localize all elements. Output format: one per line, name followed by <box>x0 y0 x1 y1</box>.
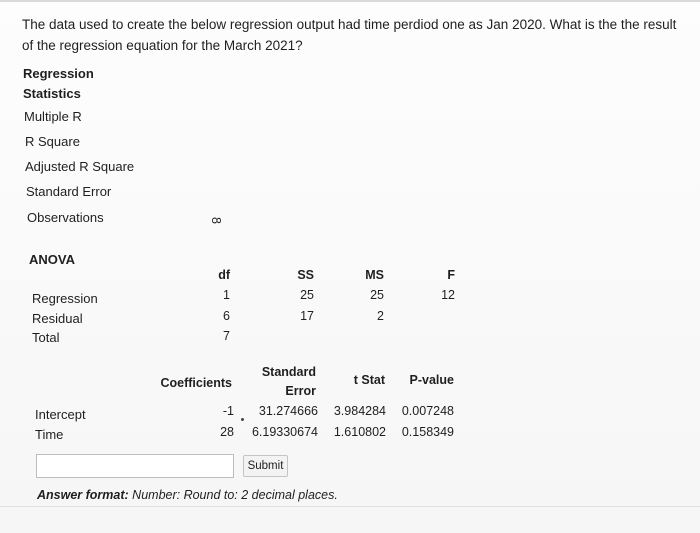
answer-format <box>37 488 338 502</box>
coef-cell-standard-error: 6.19330674 <box>251 425 318 439</box>
submit-button[interactable]: Submit <box>243 455 288 477</box>
bottom-divider <box>0 506 700 507</box>
coef-cell-pvalue: 0.007248 <box>401 404 454 418</box>
coef-row-label: Time <box>35 427 64 442</box>
coef-cell-pvalue: 0.158349 <box>401 425 454 439</box>
answer-format-label: Answer format: <box>37 488 129 502</box>
coef-header-error: Error <box>285 384 316 398</box>
coef-cell-standard-error: 31.274666 <box>258 404 318 418</box>
coef-header-pvalue: P-value <box>409 373 454 387</box>
stat-label-standard-error: Standard Error <box>26 184 112 199</box>
coef-header-coefficients: Coefficients <box>160 376 232 390</box>
anova-header-ms: MS <box>365 268 384 282</box>
regression-stats-title: Regression <box>23 66 94 81</box>
coef-header-tstat: t Stat <box>353 373 385 387</box>
stat-label-adjusted-r-square: Adjusted R Square <box>25 159 135 174</box>
stat-label-multiple-r: Multiple R <box>24 109 82 124</box>
anova-row-label: Regression <box>32 291 98 306</box>
stat-value-observations: 8 <box>209 217 223 224</box>
question-text: The data used to create the below regression output had time perdiod one as Jan 2020. What is the the result of the regression equation for the March 2021? <box>22 17 677 53</box>
stray-dot <box>241 418 244 421</box>
anova-cell-ms: 2 <box>377 309 384 323</box>
anova-cell-ss: 25 <box>300 288 314 302</box>
anova-row-label: Total <box>32 330 60 345</box>
anova-row-label: Residual <box>32 311 83 326</box>
regression-stats-title-2: Statistics <box>23 86 81 101</box>
anova-header-df: df <box>218 268 230 282</box>
anova-cell-ms: 25 <box>370 288 384 302</box>
answer-format-text: Number: Round to: 2 decimal places. <box>132 488 338 502</box>
coef-cell-coefficient: 28 <box>220 425 234 439</box>
anova-cell-f: 12 <box>441 288 455 302</box>
anova-cell-df: 1 <box>223 288 230 302</box>
answer-input[interactable] <box>36 454 234 478</box>
stat-label-r-square: R Square <box>25 134 80 149</box>
coef-header-standard: Standard <box>261 365 316 379</box>
stat-label-observations: Observations <box>27 210 104 225</box>
anova-title: ANOVA <box>29 252 75 267</box>
anova-cell-ss: 17 <box>300 309 314 323</box>
anova-cell-df: 6 <box>223 309 230 323</box>
coef-cell-coefficient: -1 <box>222 404 234 418</box>
anova-cell-df: 7 <box>223 329 230 343</box>
anova-header-ss: SS <box>297 268 314 282</box>
anova-header-f: F <box>447 268 455 282</box>
coef-cell-tstat: 1.610802 <box>333 425 386 439</box>
top-divider <box>0 0 700 2</box>
coef-cell-tstat: 3.984284 <box>333 404 386 418</box>
coef-row-label: Intercept <box>35 407 86 422</box>
